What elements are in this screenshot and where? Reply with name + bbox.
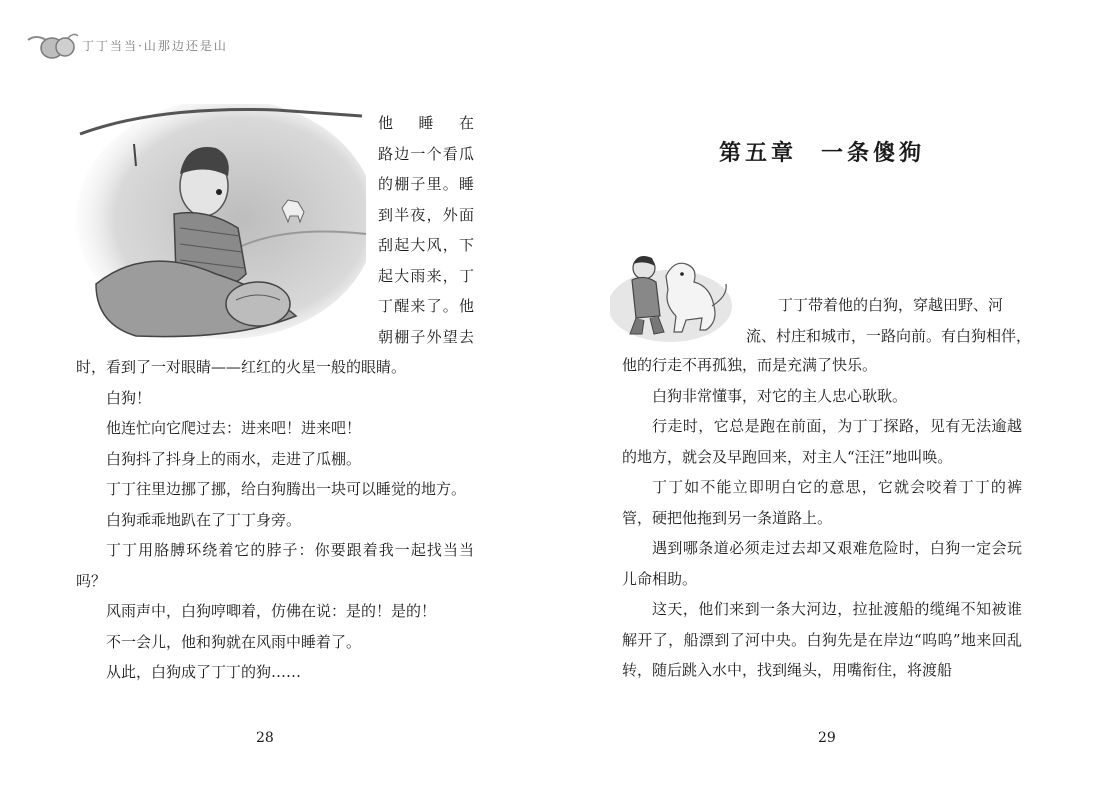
page-number: 29 [818, 730, 836, 746]
paragraph: 遇到哪条道必须走过去却又艰难危险时，白狗一定会玩儿命相助。 [622, 539, 1022, 588]
paragraph: 他连忙向它爬过去：进来吧！进来吧！ [106, 419, 362, 437]
paragraph: 丁丁如不能立即明白它的意思，它就会咬着丁丁的裤管，硬把他拖到另一条道路上。 [622, 478, 1022, 527]
chapter-number: 第五章 [718, 140, 797, 166]
wrapped-text-lines [622, 290, 1032, 351]
paragraph: 白狗！ [106, 388, 152, 407]
left-body-text [76, 352, 474, 688]
paragraph: 不一会儿，他和狗就在风雨中睡着了。 [106, 632, 362, 651]
paragraph: 时，看到了一对眼睛——红红的火星一般的眼睛。 [76, 358, 407, 376]
wrapped-text-column [378, 108, 474, 352]
right-body-text [622, 350, 1022, 686]
paragraph: 风雨声中，白狗哼唧着，仿佛在说：是的！是的！ [106, 602, 437, 620]
series-title: 丁丁当当·山那边还是山 [82, 38, 228, 53]
text-line: 朝棚子外望去 [378, 327, 474, 346]
paragraph: 丁丁往里边挪了挪，给白狗腾出一块可以睡觉的地方。 [106, 480, 467, 498]
text-line: 起大雨来，丁 [378, 266, 474, 285]
paragraph: 这天，他们来到一条大河边，拉扯渡船的缆绳不知被谁解开了，船漂到了河中央。白狗先是在岸边“呜呜”地来回乱转，随后跳入水中，找到绳头，用嘴衔住，将渡船 [622, 600, 1022, 679]
text-line: 的棚子里。睡 [378, 175, 474, 193]
paragraph: 白狗抖了抖身上的雨水，走进了瓜棚。 [106, 449, 362, 468]
paragraph: 白狗非常懂事，对它的主人忠心耿耿。 [652, 386, 908, 405]
text-line: 丁丁带着他的白狗，穿越田野、河 [778, 296, 1004, 314]
chapter-heading [622, 136, 1022, 167]
text-line: 刮起大风，下 [378, 236, 474, 254]
text-line: 到半夜，外面 [378, 205, 474, 224]
paragraph: 从此，白狗成了丁丁的狗…… [106, 663, 302, 681]
paragraph: 丁丁用胳膊环绕着它的脖子：你要跟着我一起找当当吗？ [76, 541, 474, 590]
text-line: 流、村庄和城市，一路向前。有白狗相伴， [746, 326, 1032, 345]
chapter-title: 一条傻狗 [821, 140, 926, 166]
boy-in-shed-illustration [76, 104, 366, 344]
text-line: 丁醒来了。他 [378, 297, 474, 315]
paragraph: 他的行走不再孤独，而是充满了快乐。 [622, 356, 878, 374]
paragraph: 行走时，它总是跑在前面，为丁丁探路，见有无法逾越的地方，就会及早跑回来，对主人“汪汪”地叫唤。 [622, 417, 1022, 466]
text-line: 他 睡 在 [378, 114, 474, 132]
text-line: 路边一个看瓜 [378, 144, 474, 163]
page-number: 28 [256, 730, 274, 746]
paragraph: 白狗乖乖地趴在了丁丁身旁。 [106, 510, 302, 529]
